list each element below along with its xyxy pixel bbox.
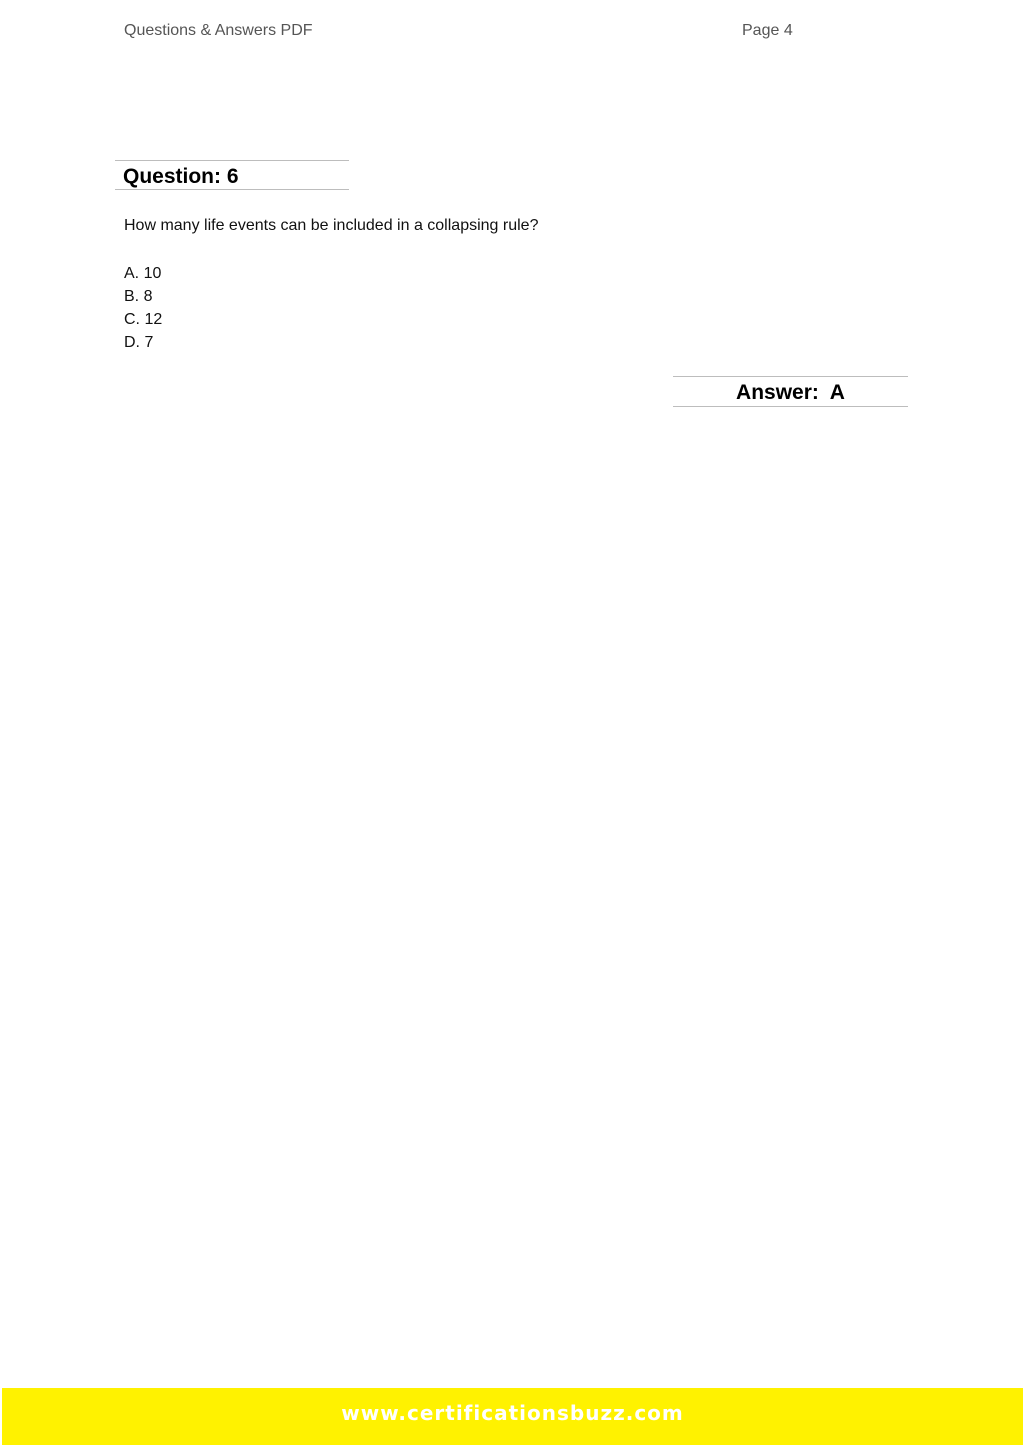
footer-bar (2, 1388, 1023, 1445)
option-c: C. 12 (124, 311, 163, 328)
option-a: A. 10 (124, 265, 162, 282)
question-heading-box (115, 160, 349, 190)
footer-url-link[interactable]: www.certificationsbuzz.com (341, 1401, 684, 1425)
answer-options-list (124, 262, 162, 354)
question-text: How many life events can be included in a collapsing rule? (124, 217, 539, 234)
page-number: Page 4 (742, 22, 793, 39)
answer-text: Answer: A (736, 381, 845, 404)
question-title: Question: 6 (123, 165, 239, 188)
header-title: Questions & Answers PDF (124, 22, 313, 39)
option-b: B. 8 (124, 288, 153, 305)
option-d: D. 7 (124, 334, 154, 351)
answer-box (673, 376, 908, 407)
